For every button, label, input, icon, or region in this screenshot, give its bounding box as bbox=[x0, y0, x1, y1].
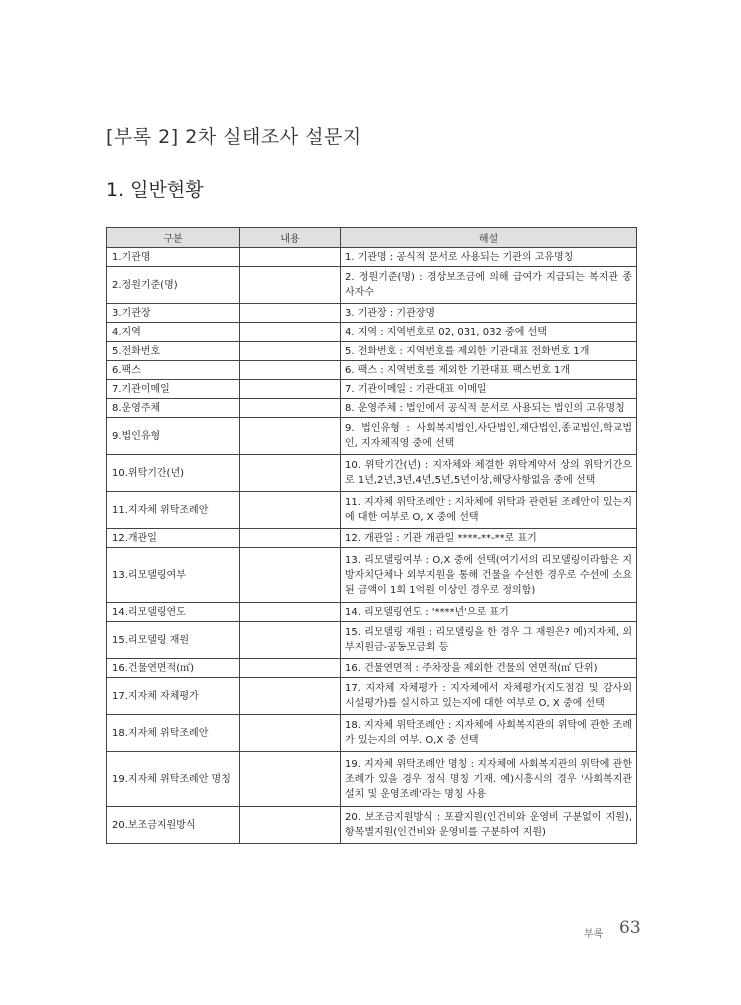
row-item: 17.지자체 자체평가 bbox=[107, 678, 240, 715]
table-row bbox=[107, 492, 637, 529]
appendix-title: [부록 2] 2차 실태조사 설문지 bbox=[106, 126, 362, 148]
row-note: 13. 리모델링여부 : O,X 중에 선택(여기서의 리모델링이라함은 지방자치단체나 외부지원을 통해 건물을 수선한 경우로 수선에 소요된 금액이 1회 1억원 이상인 경우로 정의함) bbox=[341, 548, 637, 603]
row-note: 3. 기관장 : 기관장명 bbox=[341, 304, 637, 323]
table-row bbox=[107, 248, 637, 267]
row-note: 2. 정원기준(명) : 경상보조금에 의해 급여가 지급되는 복지관 종사자수 bbox=[341, 267, 637, 304]
row-note: 5. 전화번호 : 지역번호를 제외한 기관대표 전화번호 1개 bbox=[341, 342, 637, 361]
row-note: 6. 팩스 : 지역번호를 제외한 기관대표 팩스번호 1개 bbox=[341, 361, 637, 380]
row-item: 19.지자체 위탁조례안 명칭 bbox=[107, 752, 240, 807]
table-row bbox=[107, 323, 637, 342]
table-row bbox=[107, 361, 637, 380]
row-note: 10. 위탁기간(년) : 지자체와 체결한 위탁계약서 상의 위탁기간으로 1년,2년,3년,4년,5년,5년이상,해당사항없음 중에 선택 bbox=[341, 455, 637, 492]
general-status-table bbox=[106, 227, 637, 844]
table-row bbox=[107, 380, 637, 399]
row-content bbox=[240, 399, 341, 418]
row-content bbox=[240, 418, 341, 455]
row-note: 16. 건물연면적 : 주차장을 제외한 건물의 연면적(㎡ 단위) bbox=[341, 659, 637, 678]
row-content bbox=[240, 248, 341, 267]
row-item: 7.기관이메일 bbox=[107, 380, 240, 399]
row-note: 8. 운영주체 : 법인에서 공식적 문서로 사용되는 법인의 고유명칭 bbox=[341, 399, 637, 418]
row-content bbox=[240, 715, 341, 752]
row-item: 18.지자체 위탁조례안 bbox=[107, 715, 240, 752]
row-item: 14.리모델링연도 bbox=[107, 603, 240, 622]
table-row bbox=[107, 752, 637, 807]
row-item: 2.정원기준(명) bbox=[107, 267, 240, 304]
row-item: 1.기관명 bbox=[107, 248, 240, 267]
table-row bbox=[107, 418, 637, 455]
row-item: 20.보조금지원방식 bbox=[107, 807, 240, 844]
row-item: 8.운영주체 bbox=[107, 399, 240, 418]
row-item: 15.리모델링 재원 bbox=[107, 622, 240, 659]
table-row bbox=[107, 529, 637, 548]
row-item: 5.전화번호 bbox=[107, 342, 240, 361]
table-row bbox=[107, 399, 637, 418]
row-note: 15. 리모델링 재원 : 리모델링을 한 경우 그 재원은? 예)지자체, 외부지원금-공동모금회 등 bbox=[341, 622, 637, 659]
footer-label: 부록 bbox=[584, 929, 604, 940]
table-row bbox=[107, 267, 637, 304]
row-content bbox=[240, 548, 341, 603]
row-content bbox=[240, 529, 341, 548]
row-note: 14. 리모델링연도 : '****년'으로 표기 bbox=[341, 603, 637, 622]
row-note: 20. 보조금지원방식 : 포괄지원(인건비와 운영비 구분없이 지원), 항목별지원(인건비와 운영비를 구분하여 지원) bbox=[341, 807, 637, 844]
row-item: 9.법인유형 bbox=[107, 418, 240, 455]
row-content bbox=[240, 603, 341, 622]
row-content bbox=[240, 807, 341, 844]
row-note: 12. 개관일 : 기관 개관일 ****-**-**로 표기 bbox=[341, 529, 637, 548]
row-item: 13.리모델링여부 bbox=[107, 548, 240, 603]
table-row bbox=[107, 455, 637, 492]
row-item: 10.위탁기간(년) bbox=[107, 455, 240, 492]
header-category: 구분 bbox=[107, 228, 240, 248]
row-content bbox=[240, 304, 341, 323]
table-row bbox=[107, 715, 637, 752]
row-content bbox=[240, 752, 341, 807]
table-row bbox=[107, 622, 637, 659]
row-note: 17. 지자체 자체평가 : 지자체에서 자체평가(지도점검 및 감사외 시설평가)를 실시하고 있는지에 대한 여부로 O, X 중에 선택 bbox=[341, 678, 637, 715]
row-note: 1. 기관명 : 공식적 문서로 사용되는 기관의 고유명칭 bbox=[341, 248, 637, 267]
row-content bbox=[240, 455, 341, 492]
row-item: 16.건물연면적(㎡) bbox=[107, 659, 240, 678]
page-number: 63 bbox=[619, 918, 641, 938]
section-title: 1. 일반현황 bbox=[106, 179, 204, 201]
row-content bbox=[240, 380, 341, 399]
row-content bbox=[240, 323, 341, 342]
row-content bbox=[240, 678, 341, 715]
row-item: 3.기관장 bbox=[107, 304, 240, 323]
table-row bbox=[107, 678, 637, 715]
row-item: 6.팩스 bbox=[107, 361, 240, 380]
row-note: 11. 지자체 위탁조례안 : 지차체에 위탁과 관련된 조례안이 있는지에 대한 여부로 O, X 중에 선택 bbox=[341, 492, 637, 529]
header-explanation: 해설 bbox=[341, 228, 637, 248]
table-row bbox=[107, 603, 637, 622]
table-row bbox=[107, 659, 637, 678]
table-row bbox=[107, 807, 637, 844]
table-row bbox=[107, 342, 637, 361]
row-content bbox=[240, 267, 341, 304]
table-row bbox=[107, 304, 637, 323]
row-note: 18. 지자체 위탁조례안 : 지자체에 사회복지관의 위탁에 관한 조례가 있는지의 여부. O,X 중 선택 bbox=[341, 715, 637, 752]
row-note: 7. 기관이메일 : 기관대표 이메일 bbox=[341, 380, 637, 399]
row-item: 12.개관일 bbox=[107, 529, 240, 548]
row-note: 4. 지역 : 지역번호로 02, 031, 032 중에 선택 bbox=[341, 323, 637, 342]
table-header-row bbox=[107, 228, 637, 248]
row-item: 4.지역 bbox=[107, 323, 240, 342]
row-content bbox=[240, 342, 341, 361]
row-content bbox=[240, 492, 341, 529]
row-content bbox=[240, 622, 341, 659]
header-content: 내용 bbox=[240, 228, 341, 248]
row-content bbox=[240, 361, 341, 380]
row-note: 9. 법인유형 : 사회복지법인,사단법인,재단법인,종교법인,학교법인, 지자체직영 중에 선택 bbox=[341, 418, 637, 455]
table-row bbox=[107, 548, 637, 603]
row-content bbox=[240, 659, 341, 678]
row-item: 11.지자체 위탁조례안 bbox=[107, 492, 240, 529]
row-note: 19. 지자체 위탁조례안 명칭 : 지자체에 사회복지관의 위탁에 관한 조례가 있을 경우 정식 명칭 기재. 예)시흥시의 경우 '사회복지관 설치 및 운영조례'라는 명칭 사용 bbox=[341, 752, 637, 807]
